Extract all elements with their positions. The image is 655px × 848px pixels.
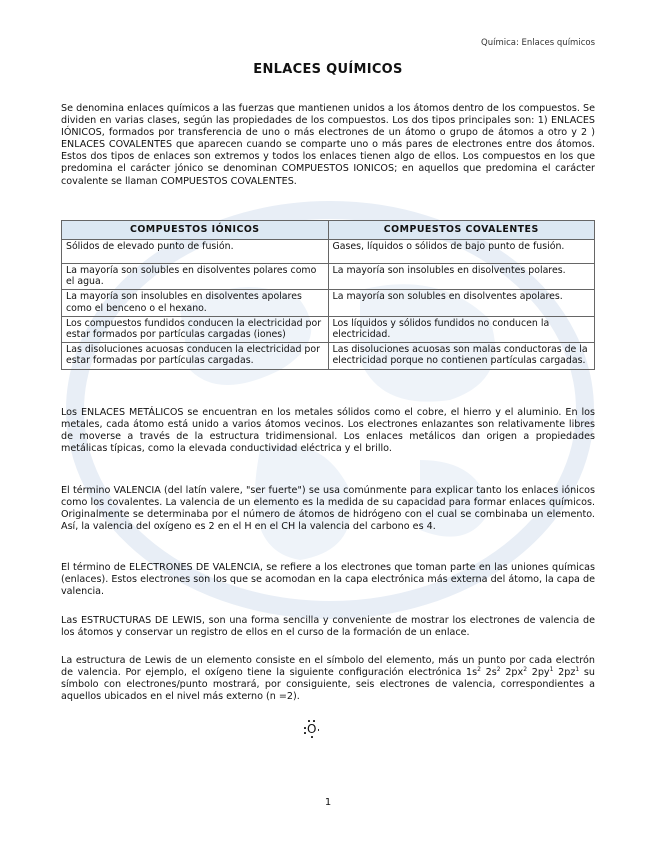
table-cell: Las disoluciones acuosas son malas conductoras de la electricidad porque no contienen partículas cargadas. <box>328 343 595 369</box>
table-cell: La mayoría son insolubles en disolventes polares. <box>328 264 595 290</box>
lewis-text-b: su símbolo con electrones/punto mostrará, por consiguiente, seis electrones de valencia, correspondientes a aquellos ubicados en el nivel más externo (n =2). <box>61 667 595 703</box>
table-cell: La mayoría son solubles en disolventes polares como el agua. <box>62 264 329 290</box>
comparison-table <box>61 220 595 370</box>
electron-dot <box>304 727 306 729</box>
lewis-intro-paragraph: Las ESTRUCTURAS DE LEWIS, son una forma sencilla y conveniente de mostrar los electrones de valencia de los átomos y conservar un registro de ellos en el curso de la formación de un enlace. <box>61 615 595 639</box>
table-cell: Gases, líquidos o sólidos de bajo punto de fusión. <box>328 240 595 264</box>
lewis-dot-oxygen <box>304 720 319 738</box>
table-row <box>62 264 595 290</box>
running-head: Química: Enlaces químicos <box>481 38 595 48</box>
table-header-ionic: COMPUESTOS IÓNICOS <box>62 221 329 240</box>
table-row <box>62 343 595 369</box>
valence-paragraph: El término VALENCIA (del latín valere, "ser fuerte") se usa comúnmente para explicar tanto los enlaces iónicos como los covalentes. La valencia de un elemento es la medida de su capacidad para formar enlaces químicos. Originalmente se determinaba por el número de átomos de hidrógeno con el cual se combinaba un elemento. Así, la valencia del oxígeno es 2 en el H en el CH la valencia del carbono es 4. <box>61 485 595 533</box>
table-cell: Los líquidos y sólidos fundidos no conducen la electricidad. <box>328 316 595 342</box>
table-cell: Los compuestos fundidos conducen la electricidad por estar formados por partículas cargadas (iones) <box>62 316 329 342</box>
electron-dot <box>304 732 306 734</box>
table-header-row <box>62 221 595 240</box>
table-row <box>62 316 595 342</box>
lewis-symbol: O <box>304 720 319 738</box>
electron-dot <box>308 720 310 722</box>
document-title: ENLACES QUÍMICOS <box>253 62 403 77</box>
page-number: 1 <box>324 797 332 808</box>
table-cell: La mayoría son insolubles en disolventes apolares como el benceno o el hexano. <box>62 290 329 316</box>
table-cell: Las disoluciones acuosas conducen la electricidad por estar formadas por partículas cargadas. <box>62 343 329 369</box>
table-cell: Sólidos de elevado punto de fusión. <box>62 240 329 264</box>
metallic-bonds-paragraph: Los ENLACES METÁLICOS se encuentran en los metales sólidos como el cobre, el hierro y el aluminio. En los metales, cada átomo está unido a varios átomos vecinos. Los electrones enlazantes son relativamente libres de moverse a través de la estructura tridimensional. Los enlaces metálicos dan origen a propiedades metálicas típicas, como la elevada conductividad eléctrica y el brillo. <box>61 407 595 455</box>
valence-electrons-paragraph: El término de ELECTRONES DE VALENCIA, se refiere a los electrones que toman parte en las uniones químicas (enlaces). Estos electrones son los que se acomodan en la capa electrónica más externa del átomo, la capa de valencia. <box>61 562 595 598</box>
lewis-text-a: La estructura de Lewis de un elemento consiste en el símbolo del elemento, más un punto por cada electrón de valencia. Por ejemplo, el oxígeno tiene la siguiente configuración electrónica 1s <box>61 655 595 679</box>
lewis-structure-paragraph: La estructura de Lewis de un elemento consiste en el símbolo del elemento, más un punto por cada electrón de valencia. Por ejemplo, el oxígeno tiene la siguiente configuración electrónica $1s^2$ $2s^2$ $2px^2$ $2py^1$ $2pz^1$ su símbolo con electrones/punto mostrará, por consiguiente, seis electrones de valencia, correspondientes a aquellos ubicados en el nivel más externo (n =2). <box>61 655 595 703</box>
table-row <box>62 290 595 316</box>
table-cell: La mayoría son solubles en disolventes apolares. <box>328 290 595 316</box>
table-header-covalent: COMPUESTOS COVALENTES <box>328 221 595 240</box>
electron-dot <box>318 729 320 731</box>
table-row <box>62 240 595 264</box>
intro-paragraph: Se denomina enlaces químicos a las fuerzas que mantienen unidos a los átomos dentro de los compuestos. Se dividen en varias clases, según las propiedades de los compuestos. Los dos tipos principales son: 1) ENLACES IÓNICOS, formados por transferencia de uno o más electrones de un átomo o grupo de átomos a otro y 2 ) ENLACES COVALENTES que aparecen cuando se comparte uno o más pares de electrones entre dos átomos. Estos dos tipos de enlaces son extremos y todos los enlaces tienen algo de ellos. Los compuestos en los que predomina el carácter jónico se denominan COMPUESTOS IONICOS; en aquellos que predomina el carácter covalente se llaman COMPUESTOS COVALENTES. <box>61 103 595 187</box>
electron-dot <box>313 720 315 722</box>
electron-dot <box>311 736 313 738</box>
